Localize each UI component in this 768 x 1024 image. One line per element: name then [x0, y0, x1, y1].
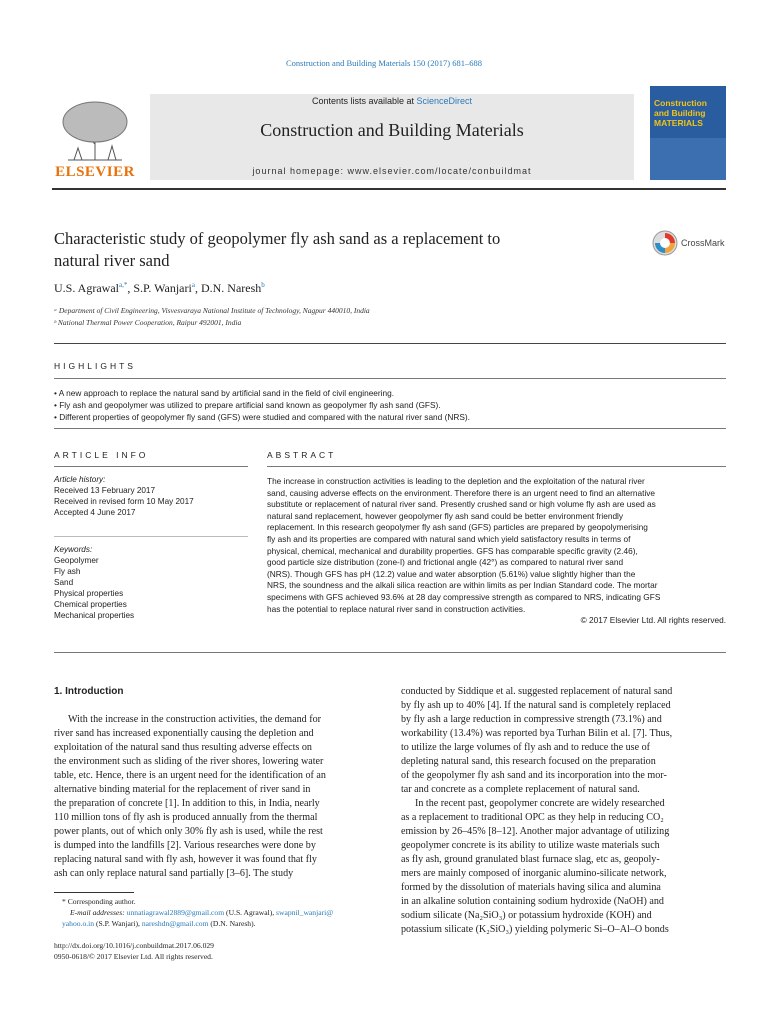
article-info-rule: [54, 466, 248, 467]
author-sep: ,: [194, 281, 201, 295]
author-list: [54, 281, 265, 296]
body-line: depleting natural sand, this research focused on the preparation: [401, 756, 656, 767]
body-line: emission by 26–45% [8–12]. Another major advantage of utilizing: [401, 826, 670, 837]
author-2-affil[interactable]: a: [191, 281, 195, 289]
email-link-wanjari-cont[interactable]: yahoo.o.in: [62, 919, 95, 928]
body-line: river sand has increased exponentially causing the depletion and: [54, 728, 314, 739]
abstract-line: physical, chemical, mechanical and durability properties. GFS has comparable specific gravity (2.46),: [267, 545, 638, 556]
abstract-line: (NRS). Though GFS has pH (12.2) value and water absorption (5.61%) value slightly higher than the: [267, 568, 636, 579]
elsevier-wordmark: ELSEVIER: [55, 164, 135, 180]
body-line: formed by the dissolution of materials having silica and alumina: [401, 882, 661, 893]
abstract-line: The increase in construction activities is leading to the depletion and the exploitation of the natural river: [267, 476, 645, 486]
header-rule: [52, 188, 726, 190]
body-line: the preparation of concrete [1]. In addition to this, in India, nearly: [54, 798, 320, 809]
body-line: by fly ash a large reduction in compressive strength (73.1%) and: [401, 714, 662, 725]
abstract-line: good particle size distribution (zone-I) and frictional angle (42°) as compared to natural river sand: [267, 557, 624, 568]
author-1: U.S. Agrawal: [54, 281, 119, 295]
body-line: ash can only replace natural sand partially [3–6]. The study: [54, 868, 294, 879]
abstract-line: replacement. In this research geopolymer fly ash sand (GFS) particles are prepared by geopolymerising: [267, 522, 648, 533]
crossmark-icon: [652, 230, 678, 256]
article-info-heading: ARTICLE INFO: [54, 450, 149, 460]
email-link-agrawal[interactable]: unnatiagrawal2889@gmail.com: [126, 908, 225, 917]
intro-right-column: [401, 685, 726, 937]
abstract-line: sand, causing adverse effects on the environment. Therefore there is an urgent need to find an alternative: [267, 487, 656, 498]
journal-name: Construction and Building Materials: [260, 120, 524, 140]
body-line: mers are mainly composed of inorganic alumino-silicate network,: [401, 868, 667, 879]
body-line: of the geopolymer fly ash sand and its incorporation into the mor-: [401, 770, 667, 781]
abstract-end-rule: [54, 652, 726, 653]
intro-left-column: [54, 713, 379, 881]
email-label: E-mail addresses:: [70, 908, 127, 917]
author-3: D.N. Naresh: [200, 281, 262, 295]
body-line: table, etc. Hence, there is an urgent need for the identification of an: [54, 770, 326, 781]
body-line: as fly ash, ground granulated blast furnace slag, etc as, geopoly-: [401, 854, 660, 865]
sciencedirect-link[interactable]: ScienceDirect: [416, 96, 473, 106]
article-history: [54, 474, 194, 518]
body-line: sodium silicate (Na₂SiO₃) or potassium hydroxide (KOH) and: [401, 910, 652, 921]
issn-copyright: 0950-0618/© 2017 Elsevier Ltd. All rights reserved.: [54, 952, 213, 961]
affiliation-b: ᵇ National Thermal Power Cooperation, Raipur 492001, India: [54, 318, 242, 327]
body-line: With the increase in the construction activities, the demand for: [68, 714, 321, 725]
keywords-label: Keywords:: [54, 545, 93, 554]
highlights-heading: HIGHLIGHTS: [54, 361, 136, 371]
keyword: Mechanical properties: [54, 611, 135, 620]
email-owner: (U.S. Agrawal),: [224, 908, 277, 917]
crossmark-label: CrossMark: [681, 238, 725, 248]
body-line: replacing natural sand with fly ash, however it was found that fly: [54, 854, 317, 865]
keyword: Sand: [54, 578, 74, 587]
keyword: Geopolymer: [54, 556, 99, 565]
body-line: conducted by Siddique et al. suggested replacement of natural sand: [401, 686, 673, 697]
body-line: tar and concrete as a complete replacement of natural sand.: [401, 784, 640, 795]
highlights-end-rule: [54, 428, 726, 429]
footnote-block: [62, 896, 382, 929]
crossmark-badge[interactable]: [652, 230, 725, 256]
email-link-naresh[interactable]: nareshdn@gmail.com: [141, 919, 209, 928]
footnote-emails-cont: [62, 918, 382, 929]
affiliation-rule: [54, 343, 726, 344]
keyword: Physical properties: [54, 589, 124, 598]
email-link-wanjari[interactable]: swapnil_wanjari@: [276, 908, 334, 917]
author-3-affil[interactable]: b: [261, 281, 265, 289]
body-line: alternative binding material for the replacement of river sand in: [54, 784, 311, 795]
history-revised: Received in revised form 10 May 2017: [54, 497, 194, 506]
body-line: as a replacement to traditional OPC as they help in reducing CO₂: [401, 812, 664, 823]
abstract-line: NRS, the soundness and the alkali silica reaction are within limits as per Indian Standard code. The mortar: [267, 580, 658, 591]
body-line: In the recent past, geopolymer concrete are widely researched: [415, 798, 665, 809]
body-line: exploitation of the natural sand thus resulting adverse effects on: [54, 742, 312, 753]
footnote-rule: [54, 892, 134, 893]
section-heading-introduction: 1. Introduction: [54, 686, 124, 697]
highlights-rule: [54, 378, 726, 379]
title-line-2: natural river sand: [54, 251, 170, 270]
highlight-item: • Fly ash and geopolymer was utilized to prepare artificial sand known as geopolymer fly ash sand (GFS).: [54, 400, 441, 410]
email-owner: (S.P. Wanjari),: [94, 919, 142, 928]
keyword: Fly ash: [54, 567, 81, 576]
body-line: geopolymer concrete is its ability to utilize waste materials such: [401, 840, 660, 851]
highlight-item: • A new approach to replace the natural sand by artificial sand in the field of civil engineering.: [54, 388, 395, 398]
body-line: in an alkaline solution containing sodium hydroxide (NaOH) and: [401, 896, 664, 907]
highlight-item: • Different properties of geopolymer fly sand (GFS) were studied and compared with the natural river sand (NRS).: [54, 412, 470, 422]
history-received: Received 13 February 2017: [54, 486, 156, 495]
body-line: 110 million tons of fly ash is produced annually from the thermal: [54, 812, 318, 823]
body-line: to utilize the large volumes of fly ash and to reduce the use of: [401, 742, 650, 753]
article-title: [54, 228, 634, 272]
abstract-line: fly ash and its properties are compared with natural sand which yield satisfactory results in terms of: [267, 533, 631, 544]
body-line: workability (13.4%) was reported bya Turhan Bilin et al. [7]. Thus,: [401, 728, 673, 739]
author-sep: ,: [127, 281, 134, 295]
keyword: Chemical properties: [54, 600, 127, 609]
contents-line: [150, 96, 634, 106]
body-line: the environment such as sliding of the river shores, lowering water: [54, 756, 324, 767]
abstract-line: natural sand replacement, however geopolymer fly ash sand could be better environment friendly: [267, 510, 624, 521]
journal-cover-image: [650, 86, 726, 180]
abstract-line: has the potential to replace natural river sand in construction activities.: [267, 603, 526, 614]
body-line: by fly ash up to 40% [4]. If the natural sand is completely replaced: [401, 700, 671, 711]
journal-homepage[interactable]: journal homepage: www.elsevier.com/locate/conbuildmat: [252, 166, 532, 176]
history-accepted: Accepted 4 June 2017: [54, 508, 136, 517]
journal-citation-link[interactable]: Construction and Building Materials 150 (2017) 681–688: [286, 58, 482, 68]
history-rule: [54, 536, 248, 537]
abstract-line: specimens with GFS achieved 93.6% at 28 day compressive strength as compared to NRS, indicating GFS: [267, 591, 661, 602]
title-line-1: Characteristic study of geopolymer fly ash sand as a replacement to: [54, 229, 501, 248]
body-line: potassium silicate (K₂SiO₃) yielding polymeric Si–O–Al–O bonds: [401, 924, 669, 935]
author-1-affil[interactable]: a,*: [119, 281, 128, 289]
doi-link[interactable]: http://dx.doi.org/10.1016/j.conbuildmat.2017.06.029: [54, 941, 214, 950]
abstract-rule: [267, 466, 726, 467]
author-2: S.P. Wanjari: [133, 281, 192, 295]
cover-title: Construction and Building MATERIALS: [654, 98, 707, 128]
abstract-copyright: © 2017 Elsevier Ltd. All rights reserved.: [580, 615, 726, 626]
abstract-body: [267, 476, 726, 627]
contents-prefix: Contents lists available at: [311, 96, 417, 106]
abstract-line: substitute or replacement of natural river sand. Presently crushed sand or high volume fly ash are used as: [267, 499, 656, 510]
footnote-corresponding: * Corresponding author.: [62, 897, 136, 906]
keywords-block: [54, 544, 134, 621]
abstract-heading: ABSTRACT: [267, 450, 337, 460]
history-label: Article history:: [54, 475, 106, 484]
body-line: is dumped into the landfills [2]. Various researches were done by: [54, 840, 316, 851]
email-owner: (D.N. Naresh).: [208, 919, 256, 928]
affiliation-a: ᵃ Department of Civil Engineering, Visvesvaraya National Institute of Technology, Nagpur 440010, India: [54, 306, 370, 315]
footnote-emails: [62, 907, 382, 918]
body-line: power plants, out of which only 30% fly ash is used, while the rest: [54, 826, 323, 837]
